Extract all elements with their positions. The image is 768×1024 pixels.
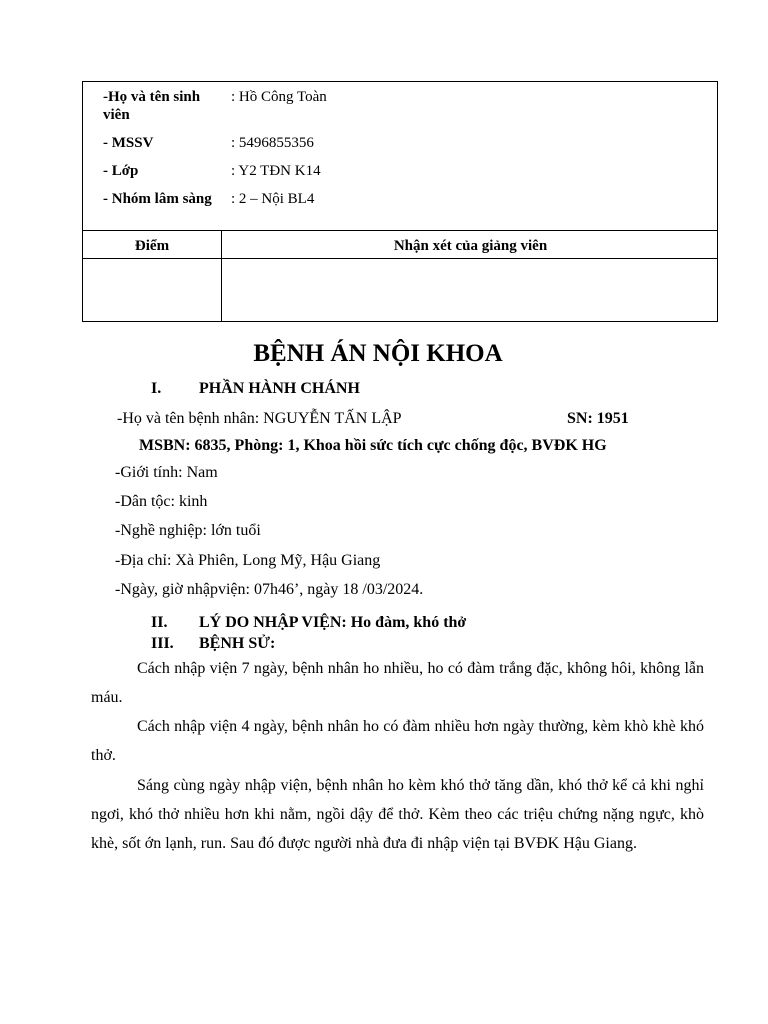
history-paragraph: Sáng cùng ngày nhập viện, bệnh nhân ho kèm khó thở tăng dần, khó thở kể cả khi nghỉ ngơi, khó thở nhiều hơn khi nằm, ngồi dậy để thở. Kèm theo các triệu chứng nặng ngực, khò khè, sốt ớn lạnh, run. Sau đó được người nhà đưa đi nhập viện tại BVĐK Hậu Giang.: [91, 777, 704, 852]
comment-cell: [222, 259, 717, 322]
score-cell: [83, 259, 221, 322]
score-header: Điểm: [134, 238, 170, 254]
clinical-group-label: - Nhóm lâm sàng: [103, 191, 212, 207]
admission-time: -Ngày, giờ nhậpviện: 07h46’, ngày 18 /03/2024.: [115, 581, 424, 598]
section-number: II.: [151, 614, 168, 631]
msbn-line: MSBN: 6835, Phòng: 1, Khoa hồi sức tích cực chống độc, BVĐK HG: [139, 437, 607, 454]
section-title: LÝ DO NHẬP VIỆN: Ho đàm, khó thở: [199, 614, 467, 631]
comment-header: Nhận xét của giảng viên: [393, 238, 548, 254]
document-title: BỆNH ÁN NỘI KHOA: [253, 340, 503, 367]
patient-name: -Họ và tên bệnh nhân: NGUYỄN TẤN LẬP: [117, 410, 402, 427]
student-name-label: -Họ và tên sinh viên: [103, 89, 201, 123]
student-id-label: - MSSV: [103, 135, 154, 151]
section-title: BỆNH SỬ:: [199, 635, 276, 652]
section-number: I.: [151, 380, 162, 397]
student-name-value: : Hồ Công Toàn: [231, 89, 327, 105]
clinical-group-value: : 2 – Nội BL4: [231, 191, 315, 207]
student-id-value: : 5496855356: [231, 135, 314, 151]
section-title: PHẦN HÀNH CHÁNH: [199, 380, 360, 397]
ethnicity: -Dân tộc: kinh: [115, 493, 208, 510]
address: -Địa chỉ: Xà Phiên, Long Mỹ, Hậu Giang: [115, 552, 381, 569]
class-value: : Y2 TĐN K14: [231, 163, 321, 179]
student-info-table: [82, 81, 718, 322]
birth-year: SN: 1951: [567, 410, 629, 427]
history-paragraph: Cách nhập viện 4 ngày, bệnh nhân ho có đàm nhiều hơn ngày thường, kèm khò khè khó thở.: [91, 718, 704, 764]
gender: -Giới tính: Nam: [115, 464, 218, 481]
section-number: III.: [151, 635, 174, 652]
history-paragraph: Cách nhập viện 7 ngày, bệnh nhân ho nhiều, ho có đàm trắng đặc, không hôi, không lẫn máu.: [91, 660, 704, 706]
occupation: -Nghề nghiệp: lớn tuổi: [115, 522, 261, 539]
table-divider: [83, 230, 717, 231]
class-label: - Lớp: [103, 163, 139, 179]
